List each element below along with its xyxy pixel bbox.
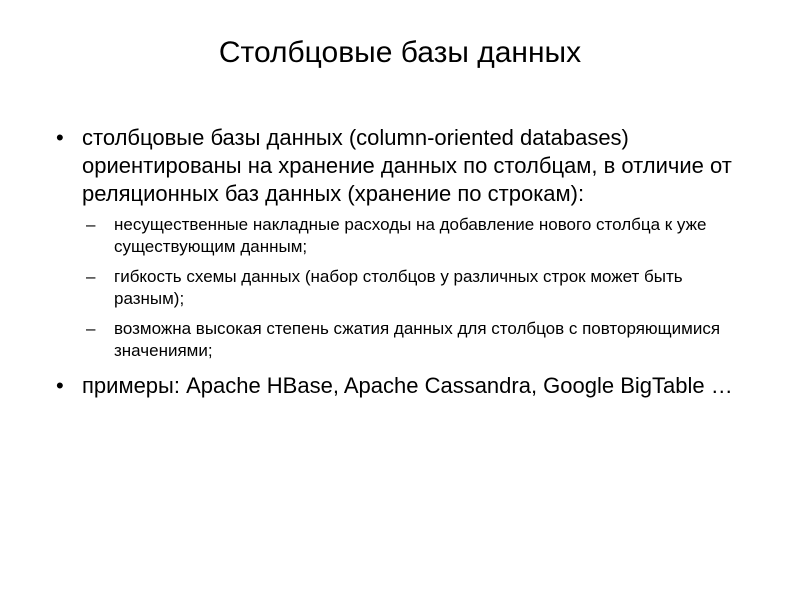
bullet-marker: •	[56, 373, 64, 398]
sub-list-item	[56, 214, 756, 258]
sub-list	[56, 214, 756, 362]
sub-item-text: гибкость схемы данных (набор столбцов у различных строк может быть разным);	[114, 267, 683, 308]
dash-marker: –	[86, 267, 96, 286]
slide-content	[56, 124, 756, 406]
sub-item-text: несущественные накладные расходы на добавление нового столбца к уже существующим данным;	[114, 215, 707, 256]
sub-list-item	[56, 266, 756, 310]
bullet-item	[56, 124, 756, 208]
slide-title: Столбцовые базы данных	[218, 36, 582, 69]
bullet-item	[56, 372, 756, 400]
dash-marker: –	[86, 215, 96, 234]
bullet-text: столбцовые базы данных (column-oriented databases) ориентированы на хранение данных по столбцам, в отличие от реляционных баз данных (хранение по строкам):	[82, 125, 732, 206]
sub-list-item	[56, 318, 756, 362]
sub-item-text: возможна высокая степень сжатия данных для столбцов с повторяющимися значениями;	[114, 319, 721, 360]
bullet-marker: •	[56, 125, 64, 150]
dash-marker: –	[86, 319, 96, 338]
bullet-text: примеры: Apache HBase, Apache Cassandra, Google BigTable …	[82, 373, 733, 398]
